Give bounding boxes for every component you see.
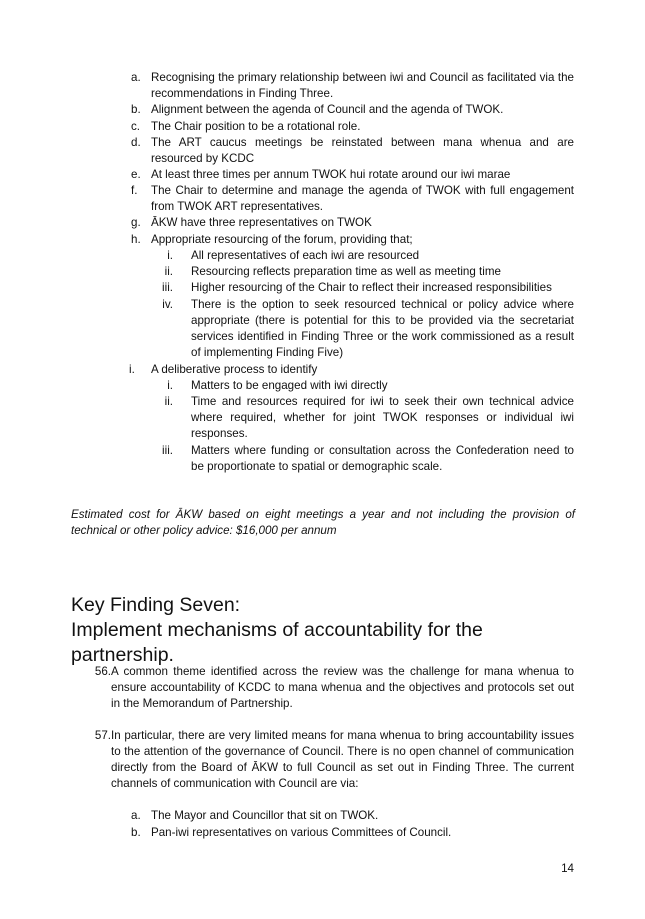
list-text: Alignment between the agenda of Council and the agenda of TWOK. xyxy=(151,103,504,116)
list-text: Pan-iwi representatives on various Committees of Council. xyxy=(151,826,452,839)
list-marker: i. xyxy=(167,249,173,262)
paragraph-text: In particular, there are very limited means for mana whenua to bring accountability issues to the attention of the governance of Council. There is no open channel of communication directly from the Board of ĀKW to full Council as set out in Finding Three. The current channels of communication with Council are via: xyxy=(111,729,574,790)
list-text: The Mayor and Councillor that sit on TWOK. xyxy=(151,809,379,822)
paragraph-number: 57. xyxy=(94,729,111,742)
list-marker: i. xyxy=(129,363,135,376)
list-text: The ART caucus meetings be reinstated between mana whenua and are resourced by KCDC xyxy=(151,136,574,165)
list-marker: a. xyxy=(131,809,141,822)
heading-line-2: Implement mechanisms of accountability for the partnership. xyxy=(71,619,483,666)
paragraph-number: 56. xyxy=(94,665,111,678)
list-text: A deliberative process to identify xyxy=(151,363,318,376)
page-number: 14 xyxy=(561,862,574,875)
section-heading xyxy=(71,593,591,668)
list-text: Recognising the primary relationship between iwi and Council as facilitated via the recommendations in Finding Three. xyxy=(151,71,574,100)
list-marker: a. xyxy=(131,71,141,84)
list-text: There is the option to seek resourced technical or policy advice where appropriate (there is potential for this to be provided via the secretariat services identified in Finding Three or the work commissioned as a result of implementing Finding Five) xyxy=(191,298,574,359)
list-text: Time and resources required for iwi to seek their own technical advice where required, whether for joint TWOK responses or individual iwi responses. xyxy=(191,395,574,440)
list-text: ĀKW have three representatives on TWOK xyxy=(151,216,372,229)
list-marker: i. xyxy=(167,379,173,392)
list-marker: b. xyxy=(131,826,141,839)
heading-line-1: Key Finding Seven: xyxy=(71,594,241,616)
list-text: Appropriate resourcing of the forum, providing that; xyxy=(151,233,413,246)
list-marker: c. xyxy=(131,120,141,133)
list-text: All representatives of each iwi are resourced xyxy=(191,249,420,262)
list-marker: b. xyxy=(131,103,141,116)
list-marker: ii. xyxy=(164,395,173,408)
paragraph-text: A common theme identified across the review was the challenge for mana whenua to ensure accountability of KCDC to mana whenua and the objectives and protocols set out in the Memorandum of Partnership. xyxy=(111,665,574,710)
list-marker: iv. xyxy=(162,298,173,311)
list-text: At least three times per annum TWOK hui rotate around our iwi marae xyxy=(151,168,511,181)
list-marker: iii. xyxy=(162,281,173,294)
list-text: Matters where funding or consultation across the Confederation need to be proportionate to spatial or demographic scale. xyxy=(191,444,574,473)
list-text: Matters to be engaged with iwi directly xyxy=(191,379,388,392)
list-marker: f. xyxy=(131,184,138,197)
list-text: Higher resourcing of the Chair to reflect their increased responsibilities xyxy=(191,281,552,294)
cost-estimate-note: Estimated cost for ĀKW based on eight meetings a year and not including the provision of technical or other policy advice: $16,000 per annum xyxy=(71,508,575,537)
list-marker: d. xyxy=(131,136,141,149)
list-text: The Chair to determine and manage the agenda of TWOK with full engagement from TWOK ART representatives. xyxy=(151,184,574,213)
list-marker: g. xyxy=(131,216,141,229)
list-marker: iii. xyxy=(162,444,173,457)
list-marker: ii. xyxy=(164,265,173,278)
list-marker: h. xyxy=(131,233,141,246)
list-text: The Chair position to be a rotational role. xyxy=(151,120,361,133)
list-marker: e. xyxy=(131,168,141,181)
list-text: Resourcing reflects preparation time as well as meeting time xyxy=(191,265,501,278)
